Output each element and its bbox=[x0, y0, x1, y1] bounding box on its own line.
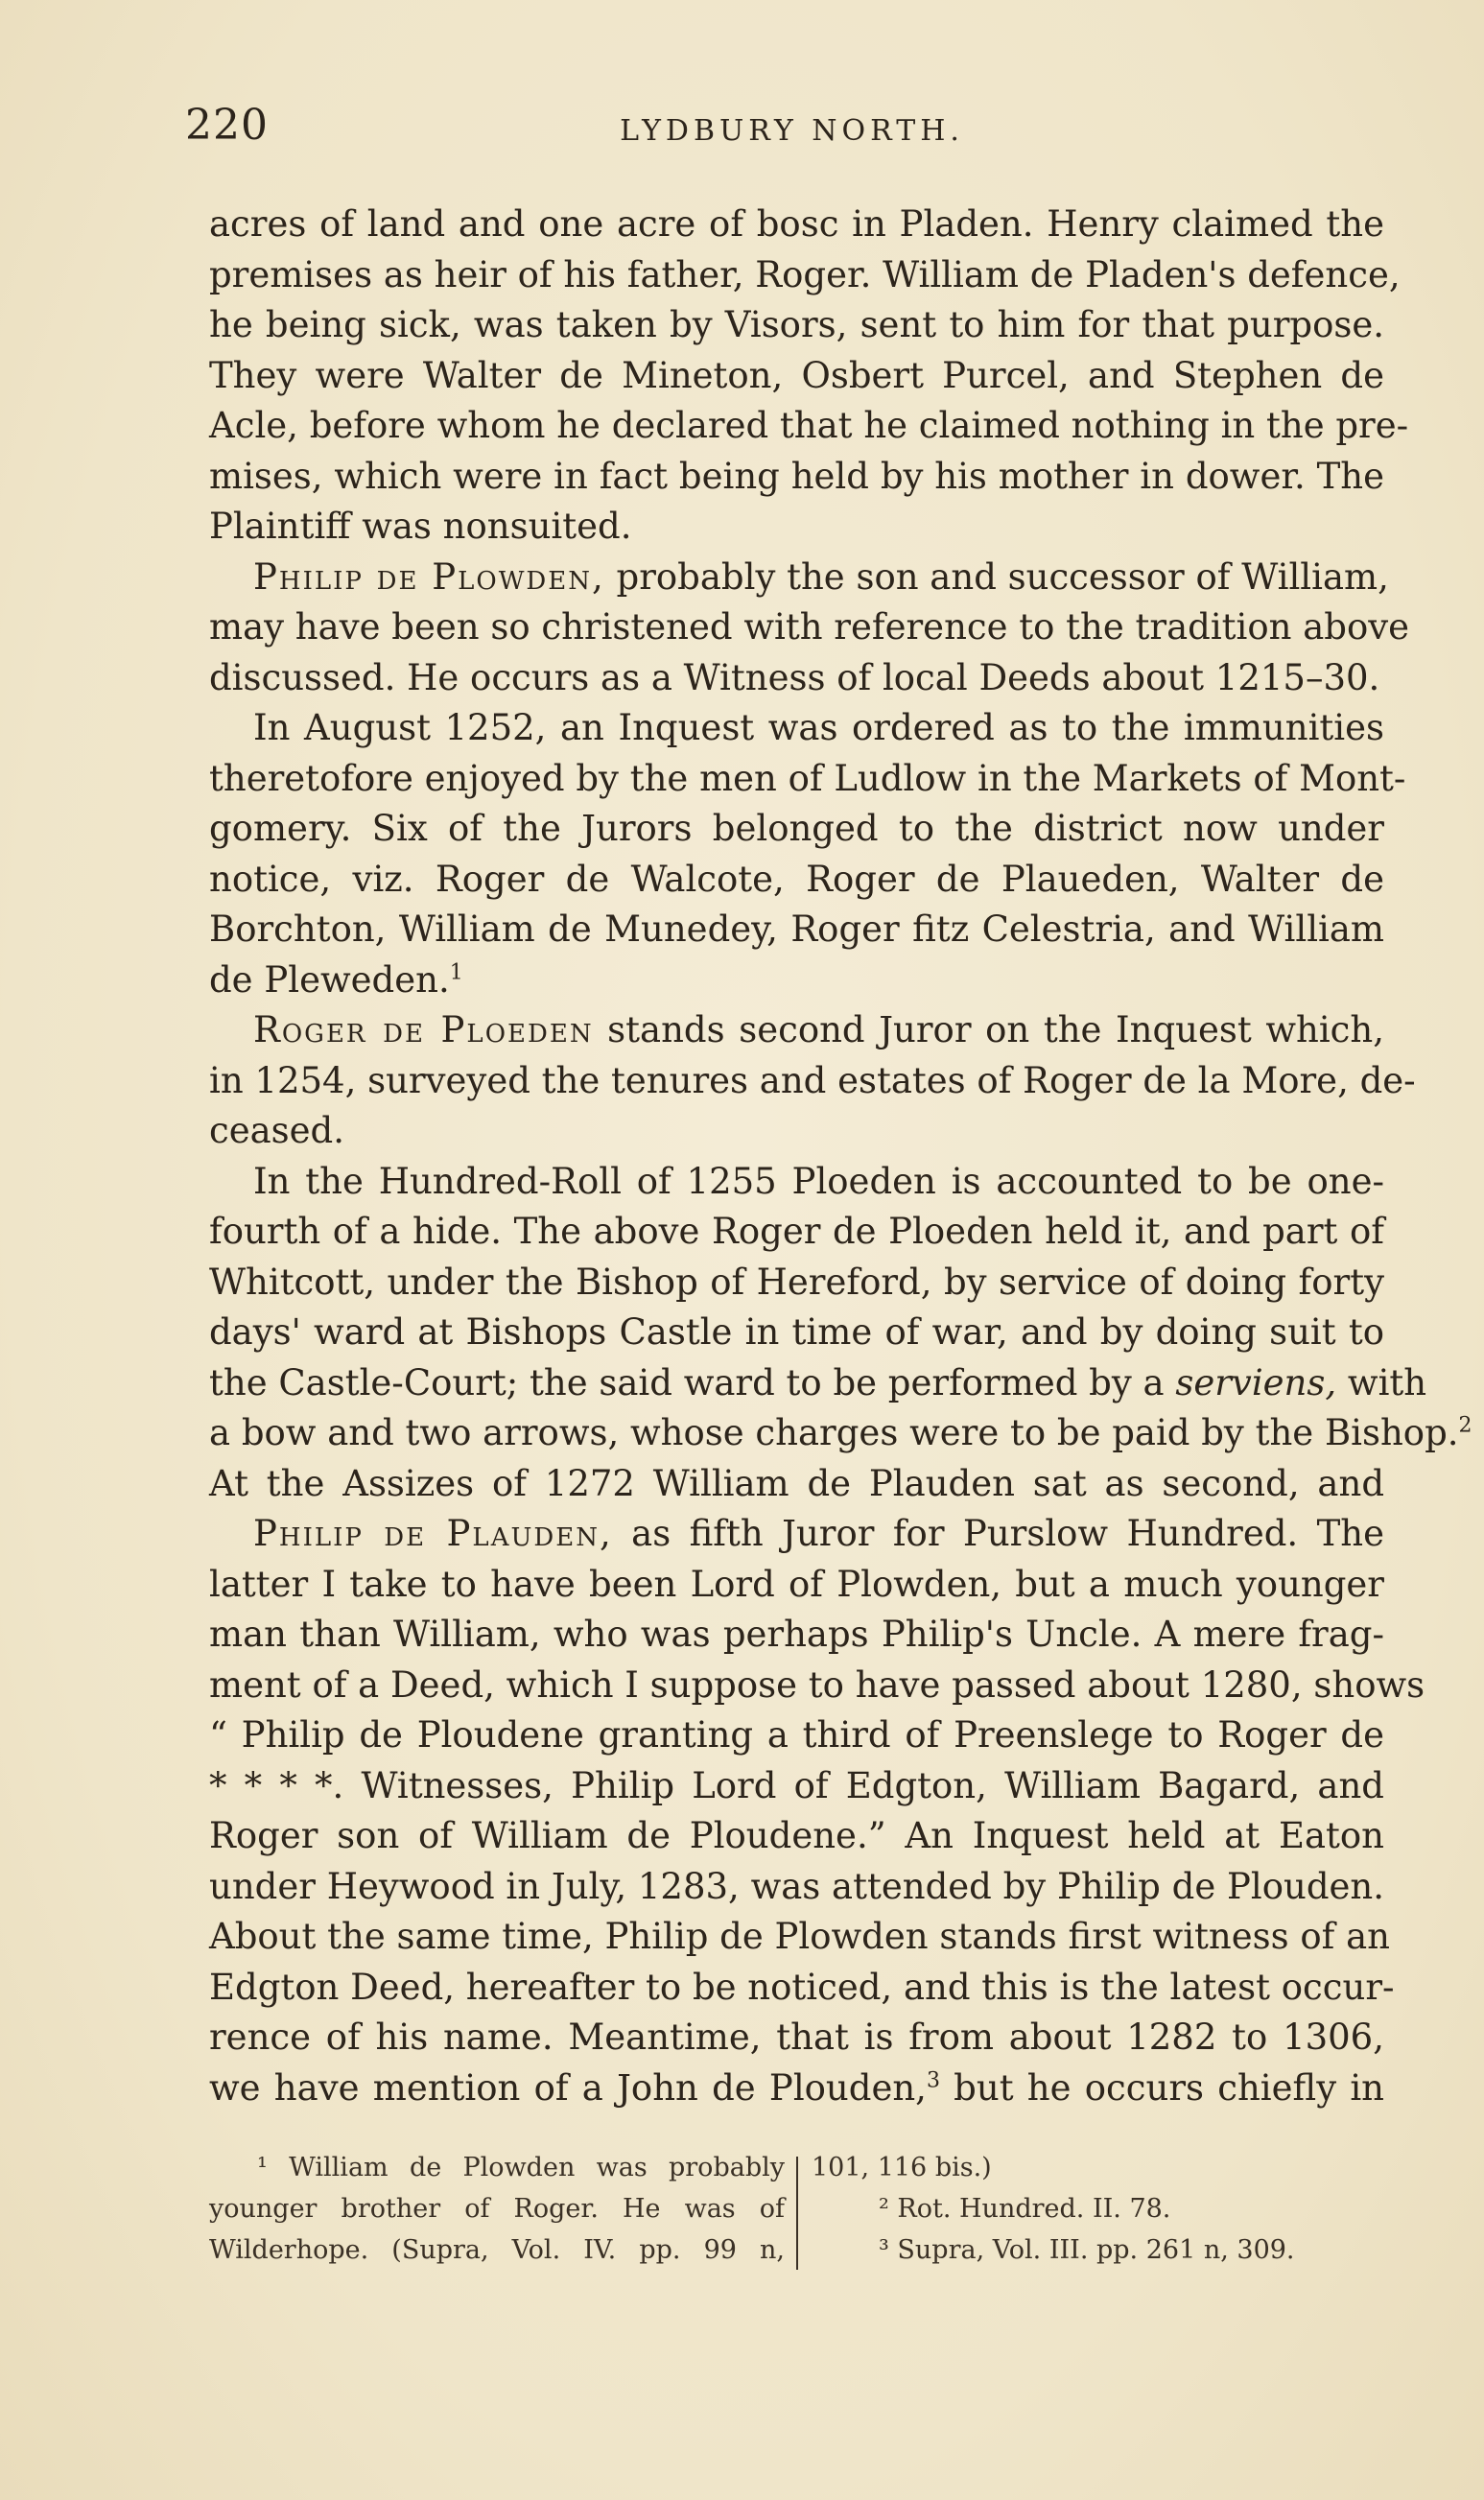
footnotes-right-column bbox=[812, 2147, 1384, 2271]
line-text: de Pleweden. bbox=[209, 958, 450, 1001]
footnote-ref: 2 bbox=[1458, 1413, 1472, 1438]
footnote-ref: 1 bbox=[449, 960, 463, 985]
footnotes bbox=[209, 2147, 1384, 2272]
smallcaps-name: Philip de Plauden, bbox=[253, 1513, 613, 1554]
footnote-ref: 3 bbox=[926, 2068, 940, 2093]
text-line: in 1254, surveyed the tenures and estates of Roger de la More, de- bbox=[209, 1059, 1416, 1101]
smallcaps-name: Roger de Ploeden bbox=[253, 1009, 594, 1050]
line-after-italic: with bbox=[1336, 1361, 1427, 1403]
text-line: “ Philip de Ploudene granting a third of Preenslege to Roger de bbox=[209, 1714, 1384, 1756]
footnote-line: ¹ William de Plowden was probably bbox=[257, 2153, 785, 2182]
text-line: latter I take to have been Lord of Plowden, but a much younger bbox=[209, 1563, 1384, 1605]
line-after-ref: but he occurs chiefly in bbox=[939, 2066, 1384, 2109]
footnote-line: ³ Supra, Vol. III. pp. 261 n, 309. bbox=[879, 2235, 1295, 2265]
text-line: he being sick, was taken by Visors, sent to him for that purpose. bbox=[209, 304, 1384, 345]
text-line: * * * *. Witnesses, Philip Lord of Edgton, William Bagard, and bbox=[209, 1764, 1384, 1806]
running-title: LYDBURY NORTH. bbox=[620, 114, 964, 148]
footnote-line: ² Rot. Hundred. II. 78. bbox=[879, 2194, 1171, 2224]
body-text bbox=[209, 200, 1472, 2113]
text-line: Acle, before whom he declared that he claimed nothing in the pre- bbox=[209, 405, 1409, 446]
text-line: They were Walter de Mineton, Osbert Purcel, and Stephen de bbox=[209, 354, 1384, 396]
text-line: Plaintiff was nonsuited. bbox=[209, 506, 632, 547]
text-line: Borchton, William de Munedey, Roger fitz Celestria, and William bbox=[209, 908, 1384, 950]
line-rest: probably the son and successor of William, bbox=[604, 555, 1389, 598]
footnote-divider bbox=[796, 2157, 798, 2270]
line-before-italic: the Castle-Court; the said ward to be performed by a bbox=[209, 1361, 1176, 1403]
text-line: ceased. bbox=[209, 1110, 345, 1151]
text-line: ment of a Deed, which I suppose to have passed about 1280, shows bbox=[209, 1663, 1425, 1706]
text-line: At the Assizes of 1272 William de Plauden sat as second, and bbox=[209, 1462, 1384, 1504]
text-line: man than William, who was perhaps Philip's Uncle. A mere frag- bbox=[209, 1614, 1384, 1655]
text-line: under Heywood in July, 1283, was attended by Philip de Plouden. bbox=[209, 1865, 1384, 1907]
smallcaps-name: Philip de Plowden, bbox=[253, 555, 605, 598]
line-text: a bow and two arrows, whose charges were to be paid by the Bishop. bbox=[209, 1412, 1459, 1453]
italic-word: serviens, bbox=[1175, 1361, 1337, 1403]
text-line: theretofore enjoyed by the men of Ludlow in the Markets of Mont- bbox=[209, 757, 1406, 799]
text-line: In August 1252, an Inquest was ordered as to the immunities bbox=[253, 707, 1384, 748]
text-line: premises as heir of his father, Roger. William de Pladen's defence, bbox=[209, 253, 1401, 295]
footnote-line: 101, 116 bis.) bbox=[812, 2153, 992, 2182]
text-line bbox=[209, 1358, 1427, 1409]
footnote-line: younger brother of Roger. He was of bbox=[209, 2194, 785, 2224]
footnotes-left-column bbox=[209, 2147, 785, 2271]
footnote-line: Wilderhope. (Supra, Vol. IV. pp. 99 n, bbox=[209, 2235, 785, 2265]
text-line bbox=[209, 1509, 1384, 1560]
text-line: Roger son of William de Ploudene.” An Inquest held at Eaton bbox=[209, 1815, 1384, 1856]
text-line: discussed. He occurs as a Witness of local Deeds about 1215–30. bbox=[209, 656, 1380, 698]
text-line: mises, which were in fact being held by his mother in dower. The bbox=[209, 455, 1384, 497]
text-line: Edgton Deed, hereafter to be noticed, and this is the latest occur- bbox=[209, 1966, 1395, 2008]
page-header bbox=[185, 101, 1360, 158]
text-line: In the Hundred-Roll of 1255 Ploeden is accounted to be one- bbox=[253, 1160, 1384, 1202]
text-line bbox=[209, 2064, 1384, 2114]
text-line: notice, viz. Roger de Walcote, Roger de Plaueden, Walter de bbox=[209, 858, 1384, 900]
text-line: days' ward at Bishops Castle in time of war, and by doing suit to bbox=[209, 1311, 1384, 1353]
text-line bbox=[209, 955, 1384, 1006]
text-line: acres of land and one acre of bosc in Pladen. Henry claimed the bbox=[209, 203, 1384, 245]
line-rest: stands second Juror on the Inquest which, bbox=[593, 1009, 1384, 1050]
text-line: fourth of a hide. The above Roger de Ploeden held it, and part of bbox=[209, 1211, 1384, 1252]
text-line bbox=[209, 553, 1389, 603]
text-line bbox=[209, 1408, 1472, 1459]
text-line: gomery. Six of the Jurors belonged to the district now under bbox=[209, 808, 1384, 849]
line-before-ref: we have mention of a John de Plouden, bbox=[209, 2066, 927, 2109]
text-line bbox=[209, 1005, 1384, 1056]
line-rest: as fifth Juror for Purslow Hundred. The bbox=[612, 1513, 1384, 1554]
text-line: About the same time, Philip de Plowden stands first witness of an bbox=[209, 1916, 1390, 1957]
text-line: rence of his name. Meantime, that is from about 1282 to 1306, bbox=[209, 2017, 1384, 2058]
text-line: Whitcott, under the Bishop of Hereford, by service of doing forty bbox=[209, 1261, 1384, 1303]
text-line: may have been so christened with reference to the tradition above bbox=[209, 606, 1410, 648]
page-number: 220 bbox=[185, 101, 269, 150]
